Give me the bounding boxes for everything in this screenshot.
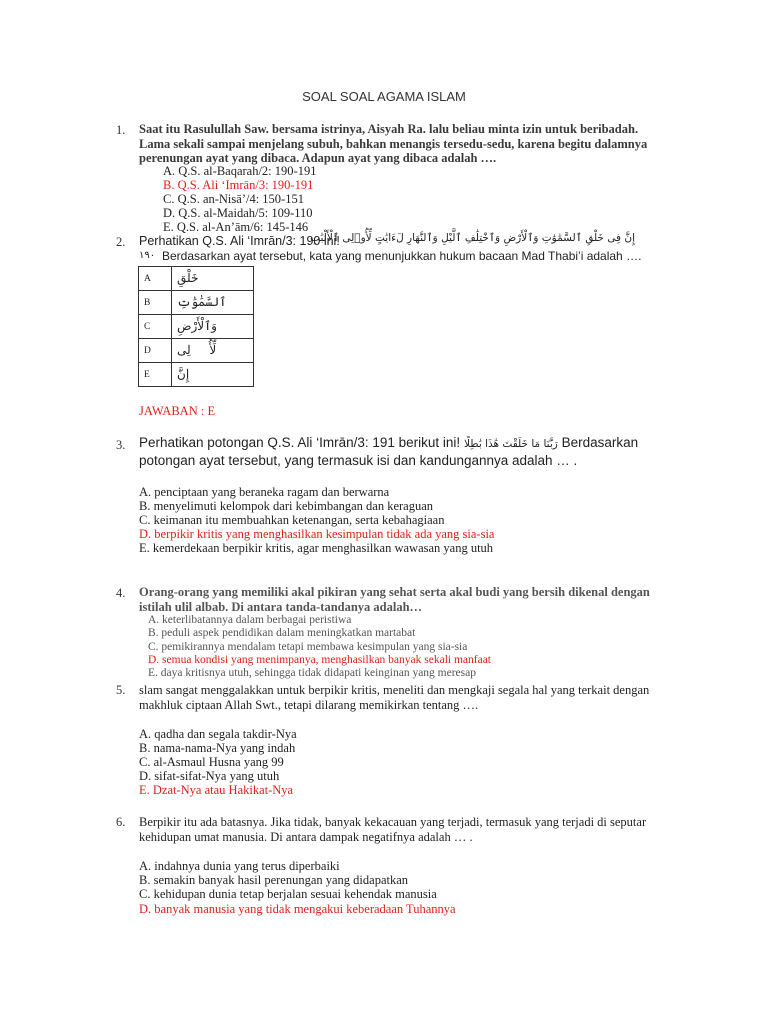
table-label: A — [139, 267, 172, 291]
q6-number: 6. — [116, 815, 126, 829]
q3-line-2: potongan ayat tersebut, yang termasuk isi dan kandungannya adalah … . — [139, 453, 578, 468]
q3-option-b: B. menyelimuti kelompok dari kebimbangan dan keraguan — [139, 499, 434, 513]
q2-line-1: Perhatikan Q.S. Ali ‘Imrān/3: 190 ini! — [139, 234, 340, 248]
q6-line-1: Berpikir itu ada batasnya. Jika tidak, banyak kekacauan yang terjadi, termasuk yang terjadi di seputar — [139, 815, 647, 829]
table-row — [139, 315, 254, 339]
q4-option-d: D. semua kondisi yang menimpanya, menghasilkan banyak sekali manfaat — [148, 653, 491, 666]
q5-option-b: B. nama-nama-Nya yang indah — [139, 741, 296, 755]
table-label: B — [139, 291, 172, 315]
q4-option-c: C. pemikirannya mendalam tetapi membawa kesimpulan yang sia-sia — [148, 640, 468, 653]
q5-line-2: makhluk ciptaan Allah Swt., tetapi dilarang memikirkan tentang …. — [139, 697, 479, 712]
q6-option-c: C. kehidupan dunia tetap berjalan sesuai kehendak manusia — [139, 887, 437, 901]
document-title: SOAL SOAL AGAMA ISLAM — [302, 89, 466, 104]
q4-option-a: A. keterlibatannya dalam berbagai peristiwa — [148, 614, 352, 626]
q5-option-e: E. Dzat-Nya atau Hakikat-Nya — [139, 783, 294, 797]
q2-arabic-number: ١٩٠ — [139, 250, 156, 261]
q1-number: 1. — [116, 123, 126, 137]
table-word: إِنَّ — [172, 363, 254, 387]
table-word: وَٱلْأَرْضِ — [172, 315, 254, 339]
q3-line-1 — [139, 435, 638, 450]
q2-number: 2. — [116, 235, 126, 249]
q5-option-c: C. al-Asmaul Husna yang 99 — [139, 755, 284, 769]
q4-number: 4. — [116, 586, 126, 600]
table-row — [139, 291, 254, 315]
q4-option-b: B. peduli aspek pendidikan dalam meningkatkan martabat — [148, 627, 416, 640]
q2-arabic-verse: إِنَّ فِى خَلْقِ ٱلسَّمَٰوَٰتِ وَٱلْأَرْضِ وَٱخْتِلَٰفِ ٱلَّيْلِ وَٱلنَّهَارِ لَءَايَٰتٍ لِّأُو۟لِى ٱلْأَلْبَٰبِ — [310, 232, 635, 244]
q3-option-c: C. keimanan itu membuahkan ketenangan, serta kebahagiaan — [139, 513, 445, 527]
table-row — [139, 267, 254, 291]
q3-line-1-end: Berdasarkan — [561, 435, 639, 450]
q5-line-1: slam sangat menggalakkan untuk berpikir kritis, meneliti dan mengkaji segala hal yang terkait dengan — [139, 683, 650, 697]
q6-option-d: D. banyak manusia yang tidak mengakui keberadaan Tuhannya — [139, 902, 456, 916]
q1-option-b: B. Q.S. Ali ‘Imrān/3: 190-191 — [163, 178, 314, 192]
q3-option-e: E. kemerdekaan berpikir kritis, agar menghasilkan wawasan yang utuh — [139, 541, 494, 555]
q3-number: 3. — [116, 438, 126, 452]
q5-option-d: D. sifat-sifat-Nya yang utuh — [139, 769, 280, 783]
q1-line-2: Lama sekali sampai menjelang subuh, bahkan menangis tersedu-sedu, karena begitu dalamnya — [139, 136, 648, 151]
q4-line-2: istilah ulil albab. Di antara tanda-tandanya adalah… — [139, 600, 423, 614]
q1-option-d: D. Q.S. al-Maidah/5: 109-110 — [163, 206, 313, 220]
q6-option-b: B. semakin banyak hasil perenungan yang didapatkan — [139, 873, 409, 887]
table-label: E — [139, 363, 172, 387]
q3-arabic-phrase: رَبَّنَا مَا خَلَقْتَ هَٰذَا بَٰطِلًا — [463, 438, 558, 450]
q4-option-e: E. daya kritisnya utuh, sehingga tidak didapati keinginan yang meresap — [148, 667, 476, 680]
q2-answer: JAWABAN : E — [139, 404, 216, 418]
q3-line-1-text: Perhatikan potongan Q.S. Ali ‘Imrān/3: 191 berikut ini! — [139, 435, 461, 450]
table-label: C — [139, 315, 172, 339]
table-word: خَلْقِ — [172, 267, 254, 291]
q1-line-1: Saat itu Rasulullah Saw. bersama istrinya, Aisyah Ra. lalu beliau minta izin untuk beribadah. — [139, 122, 639, 136]
table-row — [139, 363, 254, 387]
q1-option-a: A. Q.S. al-Baqarah/2: 190-191 — [163, 164, 317, 178]
q2-answer-table — [138, 266, 254, 387]
table-word: لِّأُو۟لِى — [172, 339, 254, 363]
q6-option-a: A. indahnya dunia yang terus diperbaiki — [139, 859, 340, 873]
table-label: D — [139, 339, 172, 363]
q5-number: 5. — [116, 683, 126, 697]
q1-option-e: E. Q.S. al-An’ām/6: 145-146 — [163, 220, 309, 234]
q3-option-a: A. penciptaan yang beraneka ragam dan berwarna — [139, 485, 390, 499]
q6-line-2: kehidupan umat manusia. Di antara dampak negatifnya adalah … . — [139, 829, 473, 844]
q1-option-c: C. Q.S. an-Nisā’/4: 150-151 — [163, 192, 304, 206]
q3-option-d: D. berpikir kritis yang menghasilkan kesimpulan tidak ada yang sia-sia — [139, 527, 495, 541]
q5-option-a: A. qadha dan segala takdir-Nya — [139, 727, 297, 741]
q2-line-2: Berdasarkan ayat tersebut, kata yang menunjukkan hukum bacaan Mad Thabi’i adalah …. — [162, 249, 642, 263]
table-row — [139, 339, 254, 363]
table-word: ٱلسَّمَٰوَٰتِ — [172, 291, 254, 315]
q1-line-3: perenungan ayat yang dibaca. Adapun ayat yang dibaca adalah …. — [139, 151, 497, 165]
q4-line-1: Orang-orang yang memiliki akal pikiran yang sehat serta akal budi yang bersih dikenal dengan — [139, 585, 650, 599]
